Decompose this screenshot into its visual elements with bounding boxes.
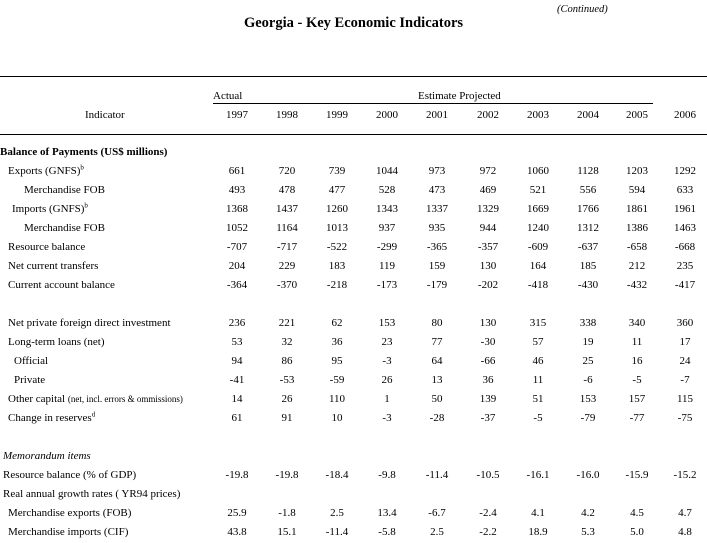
table-cell: -15.9 <box>625 469 649 481</box>
row-label: Resource balance <box>8 241 86 253</box>
table-cell: 2.5 <box>330 507 344 519</box>
table-cell: 1 <box>384 393 390 405</box>
table-cell: -637 <box>577 241 599 253</box>
table-row <box>0 239 707 258</box>
table-cell: 43.8 <box>227 526 247 538</box>
table-row <box>0 163 707 182</box>
table-cell: -77 <box>629 412 645 424</box>
table-cell: 1203 <box>626 165 648 177</box>
table-cell: 25.9 <box>227 507 247 519</box>
table-row <box>0 467 707 486</box>
table-cell: -522 <box>326 241 348 253</box>
table-cell: 1292 <box>674 165 696 177</box>
table-cell: 338 <box>579 317 597 329</box>
table-cell: 25 <box>582 355 594 367</box>
table-cell: 1766 <box>577 203 599 215</box>
row-label: Merchandise FOB <box>24 222 105 234</box>
table-cell: -10.5 <box>476 469 500 481</box>
continued-note: (Continued) <box>557 4 608 15</box>
row-label-note: (net, incl. errors & ommissions) <box>67 394 183 404</box>
table-cell: -668 <box>674 241 696 253</box>
row-label: Net private foreign direct investment <box>8 317 171 329</box>
table-cell: 1013 <box>326 222 348 234</box>
table-cell: 477 <box>328 184 346 196</box>
table-cell: 32 <box>281 336 293 348</box>
table-cell: 119 <box>378 260 396 272</box>
table-row <box>0 524 707 543</box>
table-cell: 1164 <box>276 222 298 234</box>
row-label: Net current transfers <box>8 260 99 272</box>
table-cell: -9.8 <box>378 469 396 481</box>
table-cell: 110 <box>328 393 346 405</box>
row-label: Merchandise exports (FOB) <box>8 507 132 519</box>
table-cell: 50 <box>431 393 443 405</box>
table-cell: -30 <box>480 336 496 348</box>
table-cell: -179 <box>426 279 448 291</box>
table-cell: 153 <box>579 393 597 405</box>
table-cell: 64 <box>431 355 443 367</box>
table-cell: 1312 <box>577 222 599 234</box>
table-row <box>0 448 707 467</box>
table-cell: 159 <box>428 260 446 272</box>
table-cell: 4.1 <box>531 507 545 519</box>
footnote-marker: b <box>84 201 88 210</box>
table-cell: 36 <box>482 374 494 386</box>
table-cell: -432 <box>626 279 648 291</box>
table-cell: 17 <box>679 336 691 348</box>
table-cell: -79 <box>580 412 596 424</box>
table-cell: 1463 <box>674 222 696 234</box>
table-row <box>0 372 707 391</box>
row-label: Memorandum items <box>3 450 91 462</box>
table-cell: -658 <box>626 241 648 253</box>
table-cell: 157 <box>628 393 646 405</box>
table-cell: -609 <box>527 241 549 253</box>
year-header-2005: 2005 <box>626 109 648 121</box>
page-title: Georgia - Key Economic Indicators <box>243 15 464 31</box>
table-row <box>0 201 707 220</box>
table-cell: 972 <box>479 165 497 177</box>
table-cell: 236 <box>228 317 246 329</box>
table-cell: 11 <box>631 336 643 348</box>
table-cell: -5 <box>533 412 543 424</box>
table-cell: 15.1 <box>277 526 297 538</box>
table-cell: 185 <box>579 260 597 272</box>
row-label: Private <box>14 374 46 386</box>
table-cell: 1128 <box>577 165 599 177</box>
table-cell: 493 <box>228 184 246 196</box>
table-cell: 26 <box>381 374 393 386</box>
table-cell: 16 <box>631 355 643 367</box>
table-cell: 4.8 <box>678 526 692 538</box>
table-cell: 130 <box>479 317 497 329</box>
table-cell: 86 <box>281 355 293 367</box>
table-cell: 153 <box>378 317 396 329</box>
table-cell: 521 <box>529 184 547 196</box>
table-cell: 661 <box>228 165 246 177</box>
row-label: Change in reserves$^d$ <box>8 410 96 424</box>
table-cell: 1260 <box>326 203 348 215</box>
table-row <box>0 315 707 334</box>
table-cell: 46 <box>532 355 544 367</box>
year-header-1997: 1997 <box>226 109 248 121</box>
table-cell: -417 <box>674 279 696 291</box>
table-cell: -5 <box>632 374 642 386</box>
table-row <box>0 429 707 448</box>
table-cell: -3 <box>382 412 392 424</box>
row-label: Current account balance <box>8 279 115 291</box>
table-cell: 1437 <box>276 203 298 215</box>
year-header-2003: 2003 <box>527 109 549 121</box>
table-cell: 4.5 <box>630 507 644 519</box>
top-rule <box>0 76 707 77</box>
row-label: Other capital (net, incl. errors & ommissions) <box>8 393 183 405</box>
table-row <box>0 144 707 163</box>
table-cell: 95 <box>331 355 343 367</box>
table-cell: -19.8 <box>275 469 299 481</box>
year-header-2001: 2001 <box>426 109 448 121</box>
table-cell: -6 <box>583 374 593 386</box>
table-cell: 720 <box>278 165 296 177</box>
table-cell: -15.2 <box>673 469 697 481</box>
table-cell: 594 <box>628 184 646 196</box>
table-cell: -418 <box>527 279 549 291</box>
table-cell: 1961 <box>674 203 696 215</box>
footnote-marker: b <box>80 163 84 172</box>
table-cell: 23 <box>381 336 393 348</box>
table-cell: 360 <box>676 317 694 329</box>
table-cell: 973 <box>428 165 446 177</box>
table-cell: 1386 <box>626 222 648 234</box>
table-cell: 1052 <box>226 222 248 234</box>
table-cell: -299 <box>376 241 398 253</box>
table-cell: 14 <box>231 393 243 405</box>
indicator-column-header: Indicator <box>85 109 125 121</box>
table-cell: 57 <box>532 336 544 348</box>
row-label: Real annual growth rates ( YR94 prices) <box>3 488 181 500</box>
table-cell: 315 <box>529 317 547 329</box>
table-cell: -430 <box>577 279 599 291</box>
table-cell: -53 <box>279 374 295 386</box>
table-cell: -707 <box>226 241 248 253</box>
table-cell: 1861 <box>626 203 648 215</box>
table-cell: -364 <box>226 279 248 291</box>
table-cell: -1.8 <box>278 507 296 519</box>
table-cell: 36 <box>331 336 343 348</box>
table-cell: 1240 <box>527 222 549 234</box>
table-cell: 221 <box>278 317 296 329</box>
table-cell: -370 <box>276 279 298 291</box>
table-cell: 10 <box>331 412 343 424</box>
footnote-marker: d <box>91 410 96 419</box>
table-cell: 164 <box>529 260 547 272</box>
table-row <box>0 182 707 201</box>
table-cell: -11.4 <box>425 469 449 481</box>
table-cell: -202 <box>477 279 499 291</box>
table-cell: -365 <box>426 241 448 253</box>
table-cell: -19.8 <box>225 469 249 481</box>
year-header-2004: 2004 <box>577 109 599 121</box>
table-cell: 91 <box>281 412 293 424</box>
table-row <box>0 505 707 524</box>
row-label: Merchandise imports (CIF) <box>8 526 129 538</box>
table-cell: 1044 <box>376 165 398 177</box>
table-cell: 130 <box>479 260 497 272</box>
table-cell: 528 <box>378 184 396 196</box>
table-cell: -717 <box>276 241 298 253</box>
table-cell: 13 <box>431 374 443 386</box>
table-cell: 18.9 <box>528 526 548 538</box>
table-row <box>0 410 707 429</box>
table-row <box>0 277 707 296</box>
table-cell: 1669 <box>527 203 549 215</box>
table-cell: -218 <box>326 279 348 291</box>
table-cell: -66 <box>480 355 496 367</box>
row-label: Official <box>14 355 49 367</box>
table-cell: -357 <box>477 241 499 253</box>
table-cell: -75 <box>677 412 693 424</box>
row-label: Long-term loans (net) <box>8 336 105 348</box>
table-cell: -3 <box>382 355 392 367</box>
table-cell: 937 <box>378 222 396 234</box>
table-row <box>0 486 707 505</box>
table-cell: 77 <box>431 336 443 348</box>
table-cell: 1343 <box>376 203 398 215</box>
table-cell: -173 <box>376 279 398 291</box>
table-cell: 469 <box>479 184 497 196</box>
table-cell: 4.7 <box>678 507 692 519</box>
table-cell: 1329 <box>477 203 499 215</box>
table-cell: 229 <box>278 260 296 272</box>
table-cell: 53 <box>231 336 243 348</box>
table-cell: -2.2 <box>479 526 497 538</box>
table-cell: 1337 <box>426 203 448 215</box>
table-cell: 935 <box>428 222 446 234</box>
table-cell: 478 <box>278 184 296 196</box>
table-cell: -7 <box>680 374 690 386</box>
table-cell: 340 <box>628 317 646 329</box>
table-cell: 556 <box>579 184 597 196</box>
table-cell: 5.0 <box>630 526 644 538</box>
table-cell: -11.4 <box>325 526 349 538</box>
estimate-projected-label: Estimate Projected <box>418 90 501 102</box>
table-cell: 212 <box>628 260 646 272</box>
header-rule <box>0 134 707 135</box>
table-cell: 739 <box>328 165 346 177</box>
table-cell: 62 <box>331 317 343 329</box>
row-label: Balance of Payments (US$ millions) <box>0 146 168 158</box>
table-cell: 473 <box>428 184 446 196</box>
table-cell: -16.1 <box>526 469 550 481</box>
table-cell: 139 <box>479 393 497 405</box>
table-cell: 183 <box>328 260 346 272</box>
table-cell: 5.3 <box>581 526 595 538</box>
table-cell: 61 <box>231 412 243 424</box>
table-cell: 26 <box>281 393 293 405</box>
table-cell: 24 <box>679 355 691 367</box>
year-header-2002: 2002 <box>477 109 499 121</box>
table-cell: -16.0 <box>576 469 600 481</box>
table-cell: 115 <box>676 393 694 405</box>
table-cell: -18.4 <box>325 469 349 481</box>
table-row <box>0 220 707 239</box>
table-cell: 944 <box>479 222 497 234</box>
table-cell: 235 <box>676 260 694 272</box>
table-cell: 1368 <box>226 203 248 215</box>
row-label: Imports (GNFS)$^b$ <box>12 201 88 215</box>
table-row <box>0 391 707 410</box>
table-cell: 51 <box>532 393 544 405</box>
year-header-2006: 2006 <box>674 109 696 121</box>
table-cell: 11 <box>532 374 544 386</box>
table-cell: 80 <box>431 317 443 329</box>
table-cell: 19 <box>582 336 594 348</box>
table-row <box>0 353 707 372</box>
table-cell: 204 <box>228 260 246 272</box>
actual-label: Actual <box>213 90 243 102</box>
row-label: Exports (GNFS)$^b$ <box>8 163 84 177</box>
table-cell: 1060 <box>527 165 549 177</box>
year-header-1999: 1999 <box>326 109 348 121</box>
row-label: Resource balance (% of GDP) <box>3 469 137 481</box>
table-cell: 2.5 <box>430 526 444 538</box>
table-cell: -28 <box>429 412 445 424</box>
table-cell: -5.8 <box>378 526 396 538</box>
table-cell: -2.4 <box>479 507 497 519</box>
table-row <box>0 296 707 315</box>
table-cell: 633 <box>676 184 694 196</box>
table-cell: 13.4 <box>377 507 397 519</box>
table-row <box>0 334 707 353</box>
table-cell: 4.2 <box>581 507 595 519</box>
table-row <box>0 258 707 277</box>
table-cell: 94 <box>231 355 243 367</box>
table-cell: -59 <box>329 374 345 386</box>
actual-underline <box>213 103 653 104</box>
table-cell: -6.7 <box>428 507 446 519</box>
row-label: Merchandise FOB <box>24 184 105 196</box>
year-header-1998: 1998 <box>276 109 298 121</box>
table-cell: -37 <box>480 412 496 424</box>
table-cell: -41 <box>229 374 245 386</box>
year-header-2000: 2000 <box>376 109 398 121</box>
